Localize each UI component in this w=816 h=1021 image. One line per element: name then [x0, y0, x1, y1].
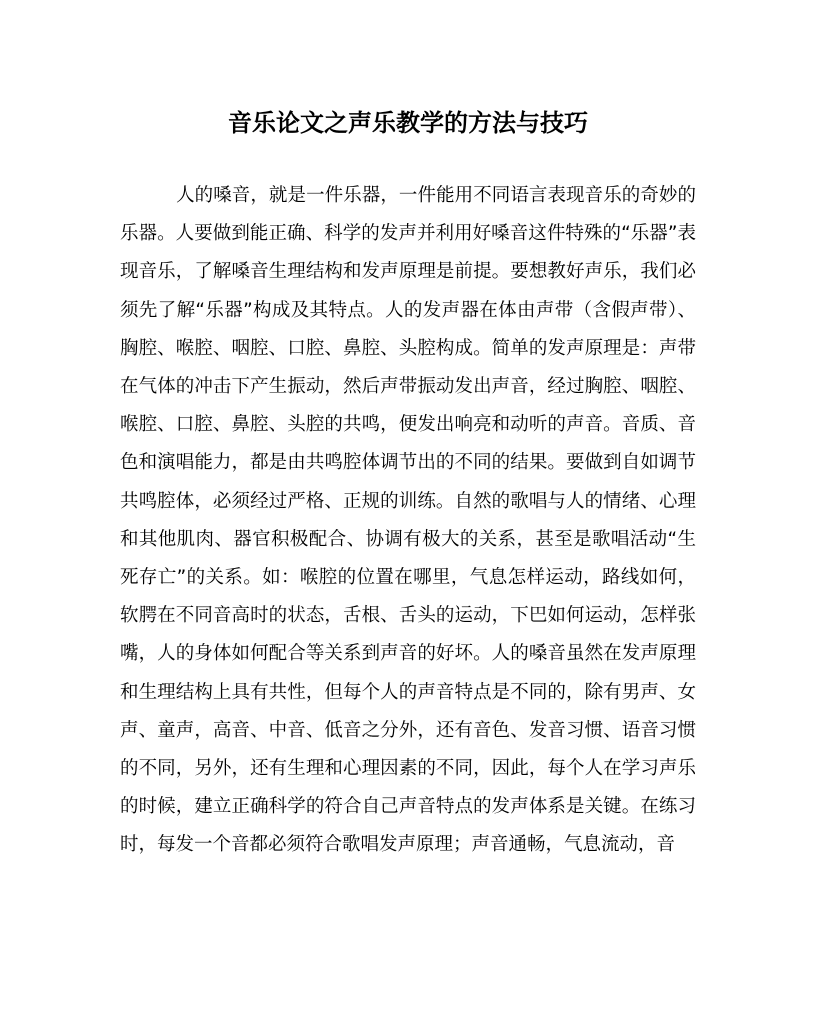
- document-title: 音乐论文之声乐教学的方法与技巧: [228, 108, 588, 137]
- body-paragraph: [120, 177, 696, 865]
- paragraph-text: 人的嗓音，就是一件乐器，一件能用不同语言表现音乐的奇妙的乐器。人要做到能正确、科学的发声并利用好嗓音这件特殊的“乐器”表现音乐，了解嗓音生理结构和发声原理是前提。要想教好声乐，我们必须先了解“乐器”构成及其特点。人的发声器在体由声带（含假声带）、胸腔、喉腔、咽腔、口腔、鼻腔、头腔构成。简单的发声原理是：声带在气体的冲击下产生振动，然后声带振动发出声音，经过胸腔、咽腔、喉腔、口腔、鼻腔、头腔的共鸣，便发出响亮和动听的声音。音质、音色和演唱能力，都是由共鸣腔体调节出的不同的结果。要做到自如调节共鸣腔体，必须经过严格、正规的训练。自然的歌唱与人的情绪、心理和其他肌肉、器官积极配合、协调有极大的关系，甚至是歌唱活动“生死存亡”的关系。如：喉腔的位置在哪里，气息怎样运动，路线如何，软腭在不同音高时的状态，舌根、舌头的运动，下巴如何运动，怎样张嘴，人的身体如何配合等关系到声音的好坏。人的嗓音虽然在发声原理和生理结构上具有共性，但每个人的声音特点是不同的，除有男声、女声、童声，高音、中音、低音之分外，还有音色、发音习惯、语音习惯的不同，另外，还有生理和心理因素的不同，因此，每个人在学习声乐的时候，建立正确科学的符合自己声音特点的发声体系是关键。在练习时，每发一个音都必须符合歌唱发声原理；声音通畅，气息流动，音: [120, 185, 696, 856]
